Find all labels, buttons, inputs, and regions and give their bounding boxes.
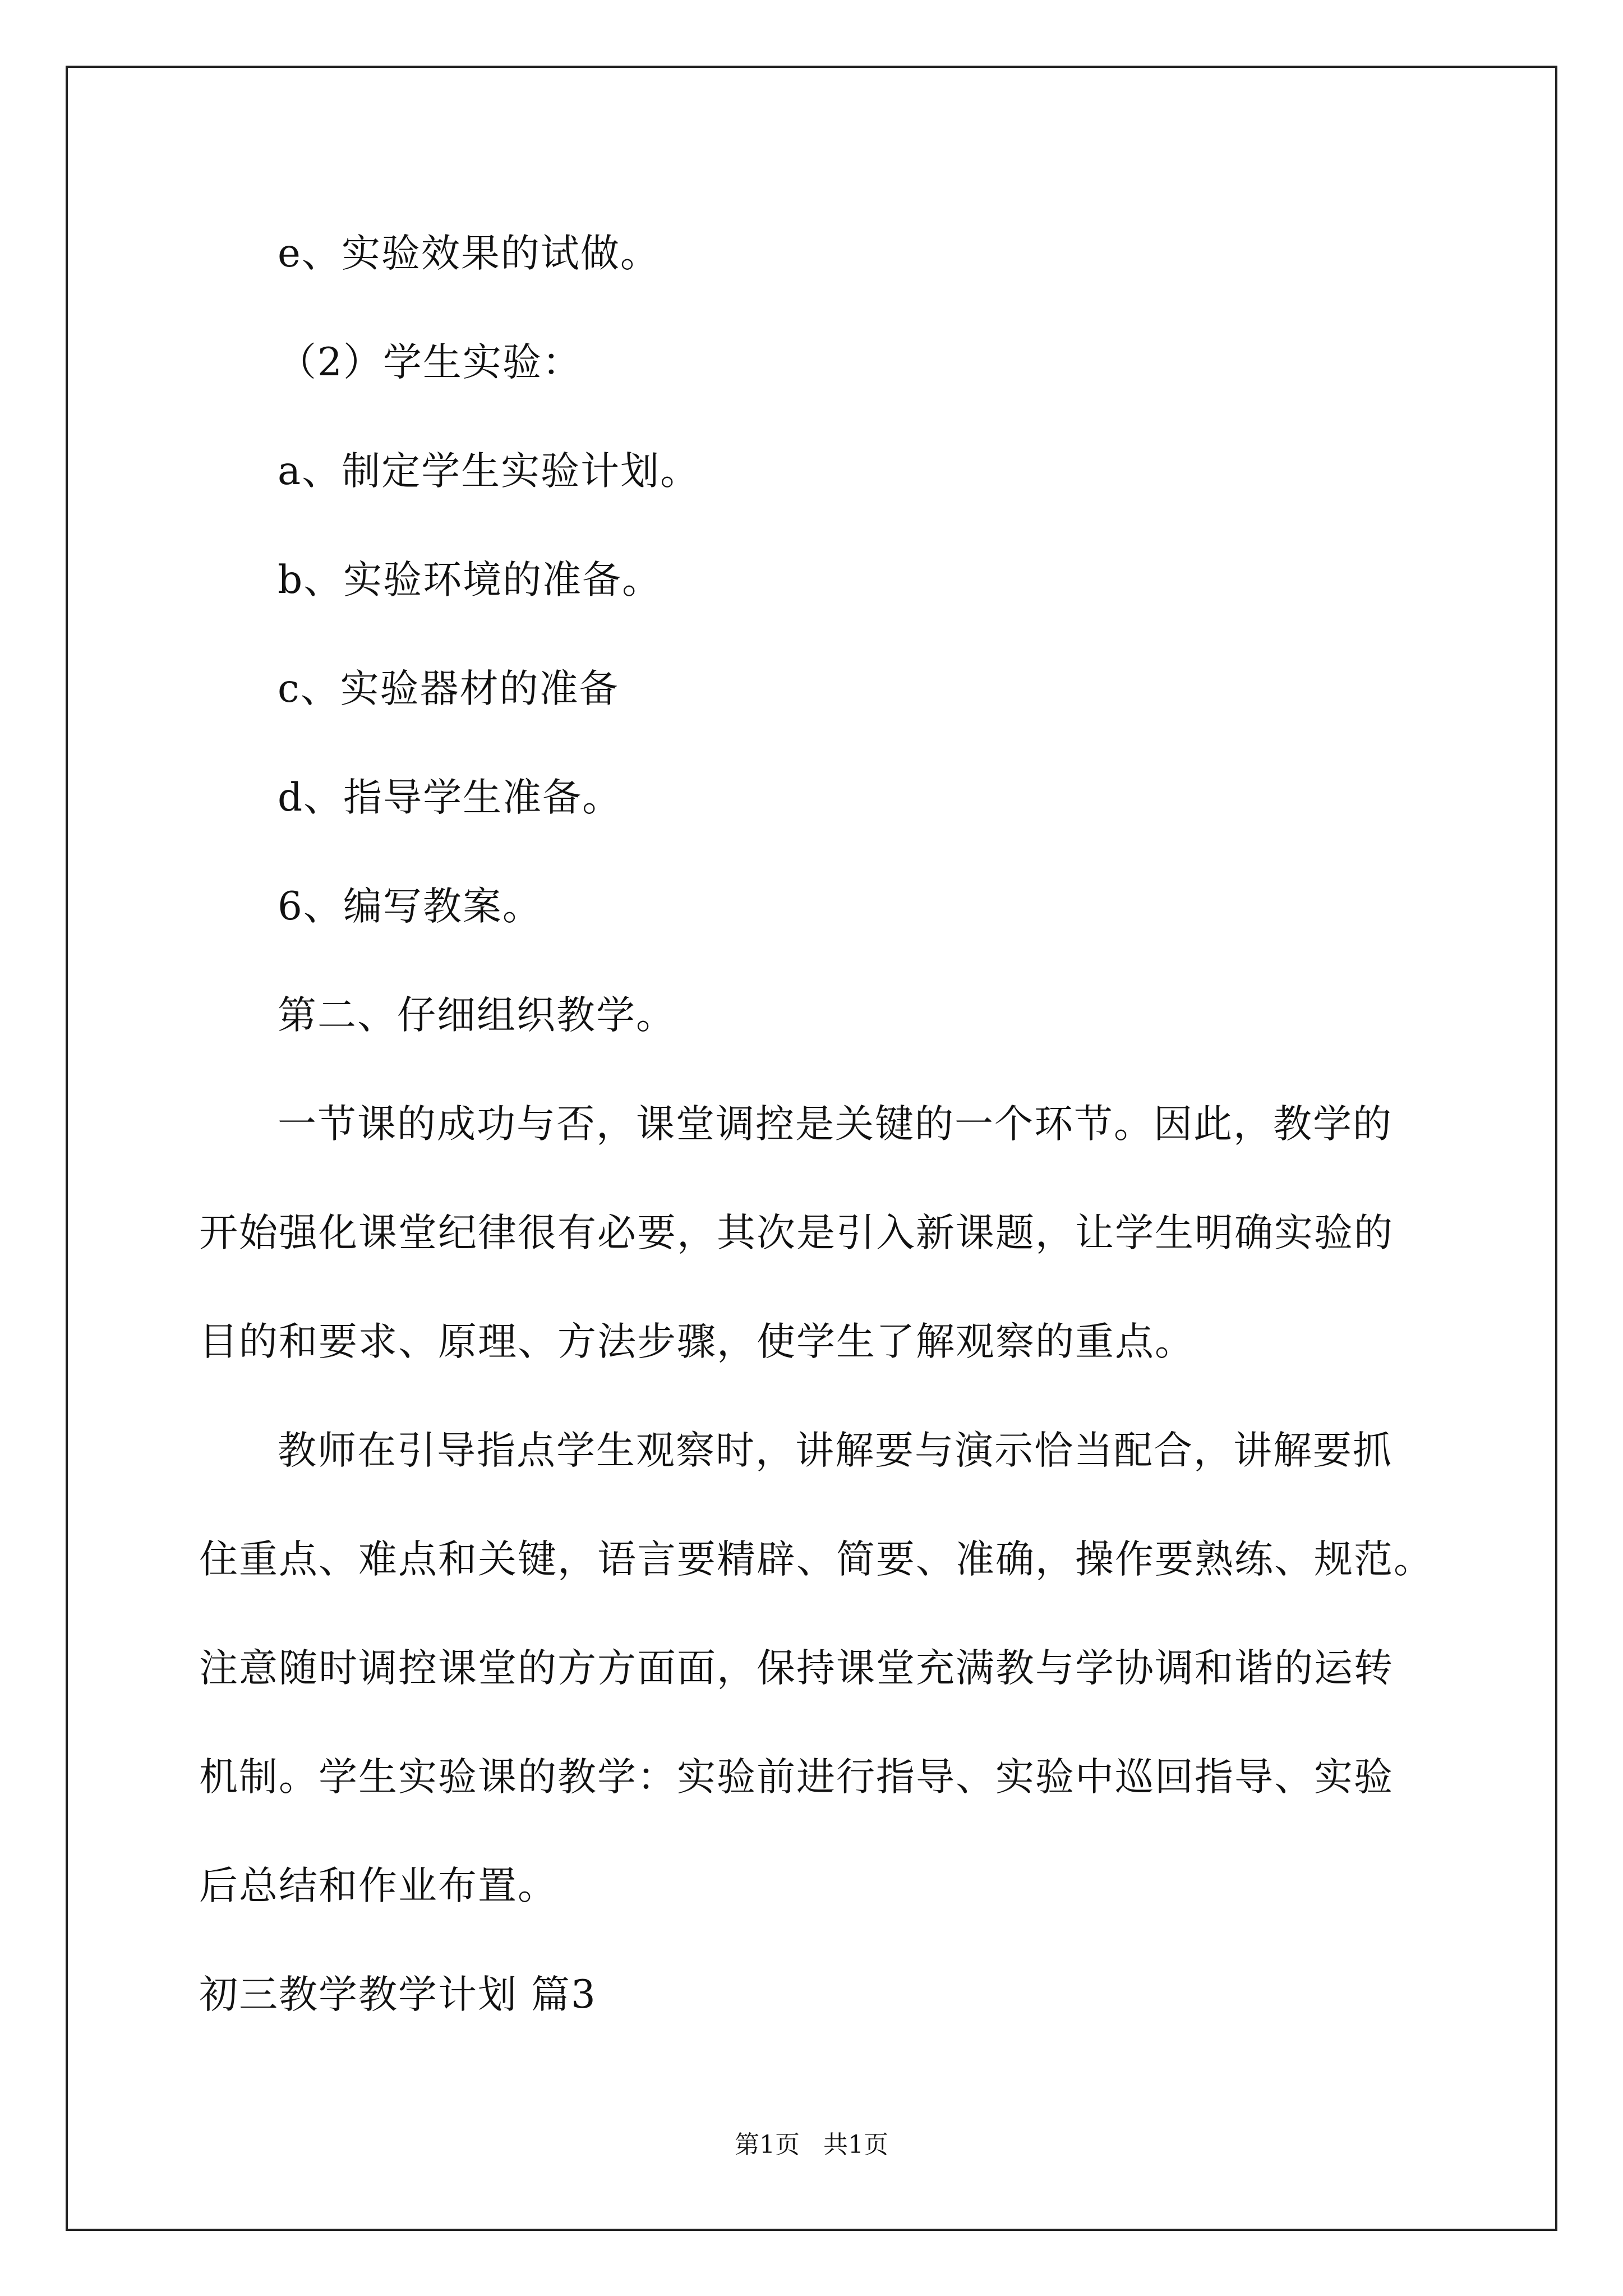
list-item-c-equipment: c、实验器材的准备	[278, 666, 619, 711]
list-item-b-environment: b、实验环境的准备。	[278, 558, 662, 602]
list-item-a-experiment-plan: a、制定学生实验计划。	[278, 449, 700, 494]
list-item-6-lesson-plans: 6、编写教案。	[278, 884, 542, 929]
subheading-student-experiments: （2）学生实验：	[278, 340, 582, 385]
paragraph-1-line-1: 一节课的成功与否，课堂调控是关键的一个环节。因此，教学的	[278, 1102, 1393, 1147]
paragraph-2-line-1: 教师在引导指点学生观察时，讲解要与演示恰当配合，讲解要抓	[278, 1428, 1393, 1473]
paragraph-2-line-3: 注意随时调控课堂的方方面面，保持课堂充满教与学协调和谐的运转	[199, 1646, 1394, 1691]
list-item-e-trial-experiment: e、实验效果的试做。	[278, 231, 660, 276]
section-title-plan-3: 初三教学教学计划 篇3	[199, 1972, 597, 2017]
paragraph-1-line-2: 开始强化课堂纪律很有必要，其次是引入新课题，让学生明确实验的	[199, 1211, 1394, 1255]
page-number-footer: 第1页 共1页	[735, 2131, 888, 2159]
paragraph-1-line-3: 目的和要求、原理、方法步骤，使学生了解观察的重点。	[199, 1319, 1195, 1364]
paragraph-2-line-2: 住重点、难点和关键，语言要精辟、简要、准确，操作要熟练、规范。	[199, 1537, 1433, 1582]
list-item-d-guide-students: d、指导学生准备。	[278, 775, 623, 820]
section-heading-organize-teaching: 第二、仔细组织教学。	[278, 993, 676, 1038]
paragraph-2-line-5: 后总结和作业布置。	[199, 1864, 557, 1908]
paragraph-2-line-4: 机制。学生实验课的教学：实验前进行指导、实验中巡回指导、实验	[199, 1755, 1394, 1800]
